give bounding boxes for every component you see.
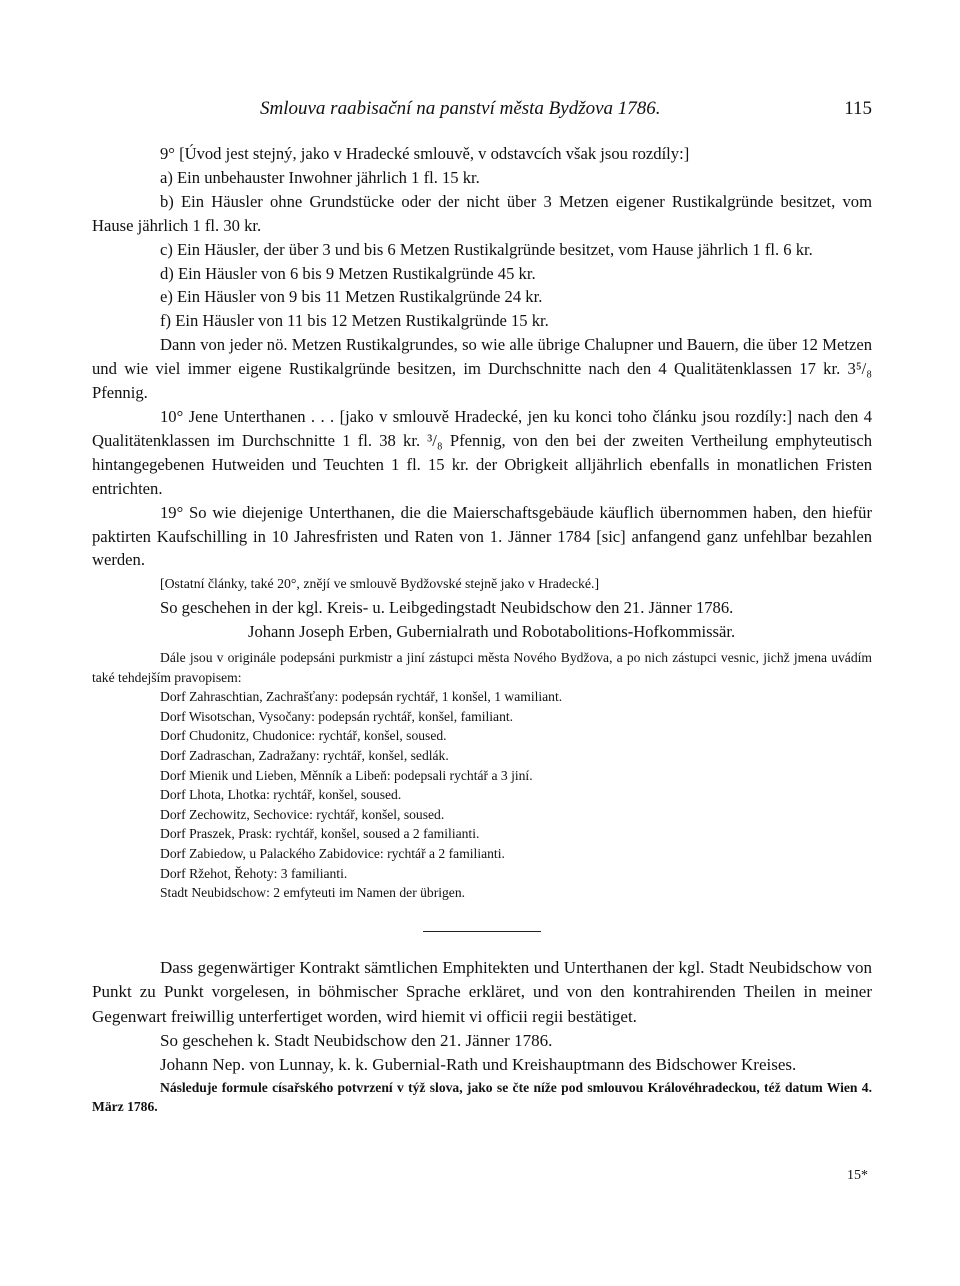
page-body (92, 142, 872, 1117)
small-final: Následuje formule císařského potvrzení v týž slova, jako se čte níže pod smlouvou Královéhradeckou, též datum Wien 4. März 1786. (92, 1079, 872, 1115)
village-line: Dorf Ržehot, Řehoty: 3 familianti. (160, 865, 348, 881)
page-header (92, 98, 872, 124)
signer-1: Johann Joseph Erben, Gubernialrath und Robotabolitions-Hofkommissär. (248, 622, 736, 642)
villages-section (92, 648, 872, 903)
small-intro: Dále jsou v originále podepsáni purkmistr a jiní zástupci města Nového Bydžova, a po nich zástupci vesnic, jichž jmena uvádím také tehdejším pravopisem: (92, 650, 872, 685)
done-line-2: So geschehen k. Stadt Neubidschow den 21. Jänner 1786. (160, 1030, 553, 1050)
village-line: Dorf Zabiedow, u Palackého Zabidovice: rychtář a 2 familianti. (160, 845, 505, 861)
paragraph-d: d) Ein Häusler von 6 bis 9 Metzen Rustikalgründe 45 kr. (160, 263, 536, 283)
village-line: Dorf Chudonitz, Chudonice: rychtář, konšel, soused. (160, 728, 447, 744)
paragraph-10: 10° Jene Unterthanen . . . [jako v smlouvě Hradecké, jen ku konci toho článku jsou rozdíly:] nach den 4 Qualitätenklassen im Durchschnitte 1 fl. 38 kr. ³/₈ Pfennig, von den bei der zweiten Vertheilung emphyteutisch hintangegebenen Hutweiden und Teuchten 1 fl. 15 kr. der Obrigkeit alljährlich ebenfalls in monatlichen Fristen entrichten. (92, 406, 872, 498)
signature-mark: 15* (847, 1168, 868, 1183)
main-text (92, 142, 872, 644)
paragraph-dann: Dann von jeder nö. Metzen Rustikalgrundes, so wie alle übrige Chalupner und Bauern, die über 12 Metzen und wie viel immer eigene Rustikalgründe besitzen, im Durchschnitte nach den 4 Qualitätenklassen 17 kr. 3⁵/₈ Pfennig. (92, 335, 872, 403)
village-line: Dorf Zadraschan, Zadražany: rychtář, konšel, sedlák. (160, 748, 449, 763)
village-line: Dorf Zahraschtian, Zachrašťany: podepsán rychtář, 1 konšel, 1 wamiliant. (160, 689, 563, 705)
final-note (92, 1078, 872, 1117)
village-line: Dorf Zechowitz, Sechovice: rychtář, konšel, soused. (160, 806, 445, 822)
confirmation-text (92, 956, 872, 1078)
paragraph-c: c) Ein Häusler, der über 3 und bis 6 Metzen Rustikalgründe besitzet, vom Hause jährlich 1 fl. 6 kr. (160, 239, 813, 259)
section-divider (423, 931, 541, 932)
village-line: Dorf Wisotschan, Vysočany: podepsán rychtář, konšel, familiant. (160, 708, 514, 724)
village-line: Dorf Lhota, Lhotka: rychtář, konšel, soused. (160, 787, 402, 803)
village-line: Stadt Neubidschow: 2 emfyteuti im Namen der übrigen. (160, 885, 466, 901)
signer-2: Johann Nep. von Lunnay, k. k. Gubernial-Rath und Kreishauptmann des Bidschower Kreises. (160, 1055, 797, 1075)
done-line-1: So geschehen in der kgl. Kreis- u. Leibgedingstadt Neubidschow den 21. Jänner 1786. (160, 598, 734, 618)
kontrakt-paragraph: Dass gegenwärtiger Kontrakt sämtlichen Emphitekten und Unterthanen der kgl. Stadt Neubidschow von Punkt zu Punkt vorgelesen, in böhmischer Sprache erkläret, und von den kontrahirenden Theilen in meiner Gegenwart freiwillig unterfertiget worden, wird hiemit vi officii regii bestätiget. (92, 957, 872, 1026)
paragraph-f: f) Ein Häusler von 11 bis 12 Metzen Rustikalgründe 15 kr. (160, 311, 549, 331)
paragraph-19: 19° So wie diejenige Unterthanen, die die Maierschaftsgebäude käuflich übernommen haben, den hiefür paktirten Kaufschilling in 10 Jahresfristen und Raten von 1. Jänner 1784 [sic] anfangend ganz unfehlbar bezahlen werden. (92, 502, 872, 570)
village-line: Dorf Mienik und Lieben, Měnník a Libeň: podepsali rychtář a 3 jiní. (160, 767, 533, 783)
paragraph-b: b) Ein Häusler ohne Grundstücke oder der nicht über 3 Metzen eigener Rustikalgründe besitzet, vom Hause jährlich 1 fl. 30 kr. (92, 191, 872, 235)
running-title: Smlouva raabisační na panství města Bydžova 1786. (260, 98, 661, 119)
paragraph-a: a) Ein unbehauster Inwohner jährlich 1 fl. 15 kr. (160, 167, 480, 187)
page-number: 115 (844, 98, 872, 119)
paragraph-intro: 9° [Úvod jest stejný, jako v Hradecké smlouvě, v odstavcích však jsou rozdíly:] (160, 144, 690, 163)
village-line: Dorf Praszek, Prask: rychtář, konšel, soused a 2 familianti. (160, 826, 480, 842)
bracket-note: [Ostatní články, také 20°, znějí ve smlouvě Bydžovské stejně jako v Hradecké.] (160, 576, 600, 592)
paragraph-e: e) Ein Häusler von 9 bis 11 Metzen Rustikalgründe 24 kr. (160, 287, 543, 307)
